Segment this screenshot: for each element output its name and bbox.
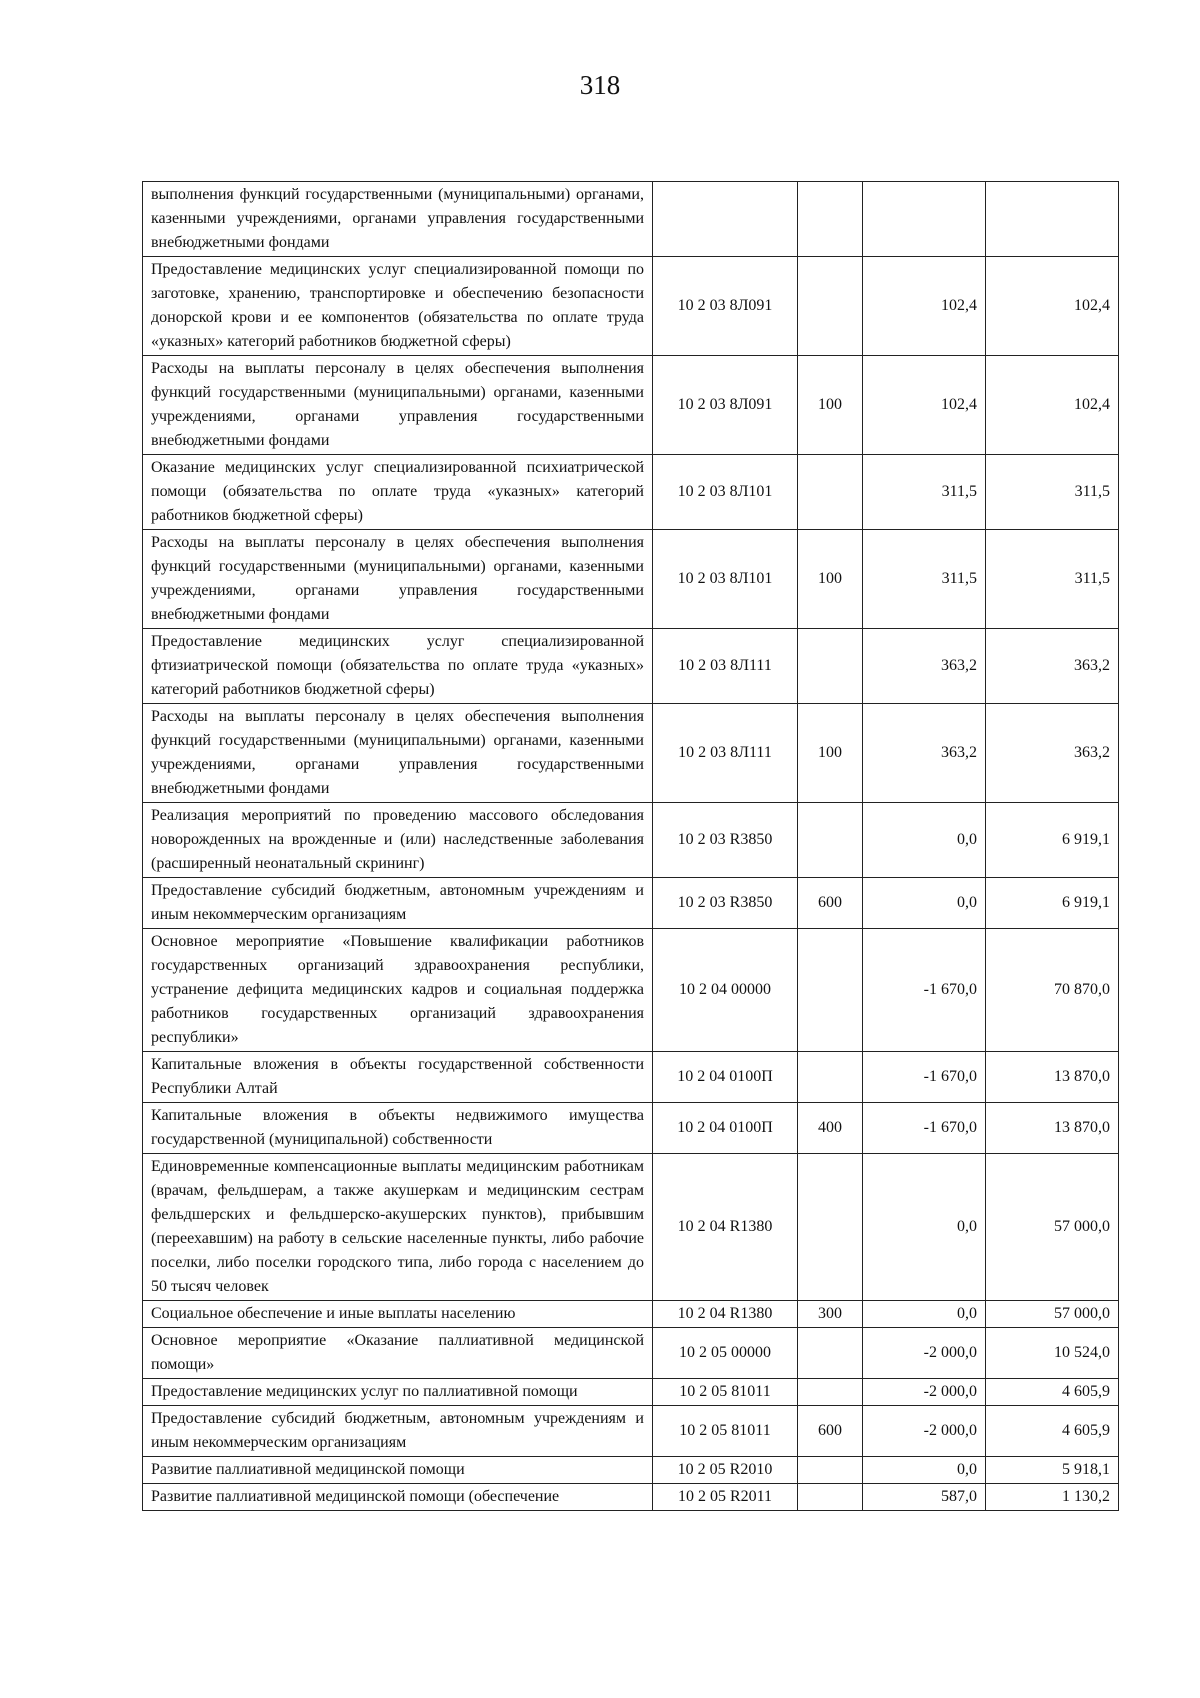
row-expense-type <box>798 629 863 704</box>
row-amount-change: 0,0 <box>863 1154 986 1301</box>
row-expense-type: 100 <box>798 356 863 455</box>
row-amount-change <box>863 182 986 257</box>
row-amount-total: 102,4 <box>986 356 1119 455</box>
row-name: Оказание медицинских услуг специализированной психиатрической помощи (обязательства по оплате труда «указных» категорий работников бюджетной сферы) <box>143 455 653 530</box>
row-code: 10 2 04 R1380 <box>653 1154 798 1301</box>
table-row <box>143 1457 1119 1484</box>
row-code: 10 2 03 8Л111 <box>653 704 798 803</box>
row-amount-total: 70 870,0 <box>986 929 1119 1052</box>
row-expense-type: 100 <box>798 704 863 803</box>
table-row <box>143 356 1119 455</box>
row-amount-total: 57 000,0 <box>986 1301 1119 1328</box>
row-name: Предоставление медицинских услуг по паллиативной помощи <box>143 1379 653 1406</box>
table-row <box>143 1154 1119 1301</box>
row-expense-type <box>798 803 863 878</box>
row-amount-change: 311,5 <box>863 530 986 629</box>
row-name: Развитие паллиативной медицинской помощи (обеспечение <box>143 1484 653 1511</box>
row-amount-change: -2 000,0 <box>863 1406 986 1457</box>
row-amount-change: 311,5 <box>863 455 986 530</box>
row-amount-change: 102,4 <box>863 356 986 455</box>
row-code: 10 2 03 8Л101 <box>653 455 798 530</box>
row-expense-type: 600 <box>798 878 863 929</box>
row-amount-change: 0,0 <box>863 1301 986 1328</box>
row-amount-total: 363,2 <box>986 704 1119 803</box>
row-name: Капитальные вложения в объекты недвижимого имущества государственной (муниципальной) собственности <box>143 1103 653 1154</box>
row-name: Предоставление субсидий бюджетным, автономным учреждениям и иным некоммерческим организациям <box>143 878 653 929</box>
row-name: Предоставление медицинских услуг специализированной фтизиатрической помощи (обязательства по оплате труда «указных» категорий работников бюджетной сферы) <box>143 629 653 704</box>
row-amount-change: 0,0 <box>863 803 986 878</box>
row-amount-change: 0,0 <box>863 1457 986 1484</box>
table-row <box>143 803 1119 878</box>
row-amount-change: -1 670,0 <box>863 1103 986 1154</box>
row-expense-type <box>798 929 863 1052</box>
row-expense-type: 400 <box>798 1103 863 1154</box>
row-expense-type <box>798 1457 863 1484</box>
row-code: 10 2 04 R1380 <box>653 1301 798 1328</box>
table-row <box>143 704 1119 803</box>
row-name: Основное мероприятие «Повышение квалификации работников государственных организаций здравоохранения республики, устранение дефицита медицинских кадров и социальная поддержка работников государственных организаций здравоохранения республики» <box>143 929 653 1052</box>
budget-table <box>142 181 1119 1511</box>
row-amount-total: 10 524,0 <box>986 1328 1119 1379</box>
row-amount-change: 587,0 <box>863 1484 986 1511</box>
row-code: 10 2 03 8Л111 <box>653 629 798 704</box>
row-name: Основное мероприятие «Оказание паллиативной медицинской помощи» <box>143 1328 653 1379</box>
row-expense-type <box>798 1154 863 1301</box>
row-amount-change: -2 000,0 <box>863 1328 986 1379</box>
row-code: 10 2 03 8Л091 <box>653 257 798 356</box>
table-row <box>143 1379 1119 1406</box>
row-amount-total: 311,5 <box>986 455 1119 530</box>
row-amount-change: -1 670,0 <box>863 929 986 1052</box>
row-expense-type <box>798 1379 863 1406</box>
table-row <box>143 878 1119 929</box>
row-code: 10 2 03 8Л101 <box>653 530 798 629</box>
row-code: 10 2 05 81011 <box>653 1379 798 1406</box>
row-expense-type <box>798 455 863 530</box>
table-row <box>143 1301 1119 1328</box>
row-code: 10 2 05 81011 <box>653 1406 798 1457</box>
row-amount-total: 363,2 <box>986 629 1119 704</box>
row-amount-change: -2 000,0 <box>863 1379 986 1406</box>
table-row <box>143 1052 1119 1103</box>
table-row <box>143 929 1119 1052</box>
row-name: Реализация мероприятий по проведению массового обследования новорожденных на врожденные и (или) наследственные заболевания (расширенный неонатальный скрининг) <box>143 803 653 878</box>
row-code <box>653 182 798 257</box>
row-amount-total: 102,4 <box>986 257 1119 356</box>
row-code: 10 2 05 R2011 <box>653 1484 798 1511</box>
table-row <box>143 1103 1119 1154</box>
row-amount-change: 102,4 <box>863 257 986 356</box>
row-amount-total: 6 919,1 <box>986 878 1119 929</box>
row-amount-total: 4 605,9 <box>986 1406 1119 1457</box>
table-row <box>143 182 1119 257</box>
row-amount-total: 13 870,0 <box>986 1103 1119 1154</box>
row-amount-total: 4 605,9 <box>986 1379 1119 1406</box>
row-name: Расходы на выплаты персоналу в целях обеспечения выполнения функций государственными (муниципальными) органами, казенными учреждениями, органами управления государственными внебюджетными фондами <box>143 530 653 629</box>
row-expense-type <box>798 1484 863 1511</box>
row-amount-total: 5 918,1 <box>986 1457 1119 1484</box>
table-row <box>143 257 1119 356</box>
row-expense-type: 100 <box>798 530 863 629</box>
row-amount-total <box>986 182 1119 257</box>
table-row <box>143 1406 1119 1457</box>
table-row <box>143 1484 1119 1511</box>
row-code: 10 2 04 00000 <box>653 929 798 1052</box>
row-name: Расходы на выплаты персоналу в целях обеспечения выполнения функций государственными (муниципальными) органами, казенными учреждениями, органами управления государственными внебюджетными фондами <box>143 704 653 803</box>
row-expense-type: 600 <box>798 1406 863 1457</box>
row-name: Капитальные вложения в объекты государственной собственности Республики Алтай <box>143 1052 653 1103</box>
table-row <box>143 1328 1119 1379</box>
row-amount-total: 13 870,0 <box>986 1052 1119 1103</box>
row-expense-type <box>798 1052 863 1103</box>
row-expense-type: 300 <box>798 1301 863 1328</box>
row-code: 10 2 04 0100П <box>653 1103 798 1154</box>
row-name: Единовременные компенсационные выплаты медицинским работникам (врачам, фельдшерам, а также акушеркам и медицинским сестрам фельдшерских и фельдшерско-акушерских пунктов), прибывшим (переехавшим) на работу в сельские населенные пункты, либо рабочие поселки, либо поселки городского типа, либо города с населением до 50 тысяч человек <box>143 1154 653 1301</box>
row-amount-change: 363,2 <box>863 629 986 704</box>
row-code: 10 2 03 8Л091 <box>653 356 798 455</box>
row-amount-change: 0,0 <box>863 878 986 929</box>
row-code: 10 2 05 00000 <box>653 1328 798 1379</box>
row-amount-change: -1 670,0 <box>863 1052 986 1103</box>
page-number: 318 <box>579 70 621 100</box>
row-expense-type <box>798 257 863 356</box>
row-expense-type <box>798 182 863 257</box>
row-amount-total: 1 130,2 <box>986 1484 1119 1511</box>
row-expense-type <box>798 1328 863 1379</box>
row-name: выполнения функций государственными (муниципальными) органами, казенными учреждениями, органами управления государственными внебюджетными фондами <box>143 182 653 257</box>
row-name: Предоставление субсидий бюджетным, автономным учреждениям и иным некоммерческим организациям <box>143 1406 653 1457</box>
table-row <box>143 455 1119 530</box>
row-amount-total: 311,5 <box>986 530 1119 629</box>
row-amount-total: 57 000,0 <box>986 1154 1119 1301</box>
row-name: Развитие паллиативной медицинской помощи <box>143 1457 653 1484</box>
table-row <box>143 530 1119 629</box>
row-amount-change: 363,2 <box>863 704 986 803</box>
row-code: 10 2 05 R2010 <box>653 1457 798 1484</box>
row-name: Расходы на выплаты персоналу в целях обеспечения выполнения функций государственными (муниципальными) органами, казенными учреждениями, органами управления государственными внебюджетными фондами <box>143 356 653 455</box>
row-name: Предоставление медицинских услуг специализированной помощи по заготовке, хранению, транспортировке и обеспечению безопасности донорской крови и ее компонентов (обязательства по оплате труда «указных» категорий работников бюджетной сферы) <box>143 257 653 356</box>
table-row <box>143 629 1119 704</box>
row-code: 10 2 04 0100П <box>653 1052 798 1103</box>
row-amount-total: 6 919,1 <box>986 803 1119 878</box>
row-code: 10 2 03 R3850 <box>653 878 798 929</box>
row-code: 10 2 03 R3850 <box>653 803 798 878</box>
row-name: Социальное обеспечение и иные выплаты населению <box>143 1301 653 1328</box>
